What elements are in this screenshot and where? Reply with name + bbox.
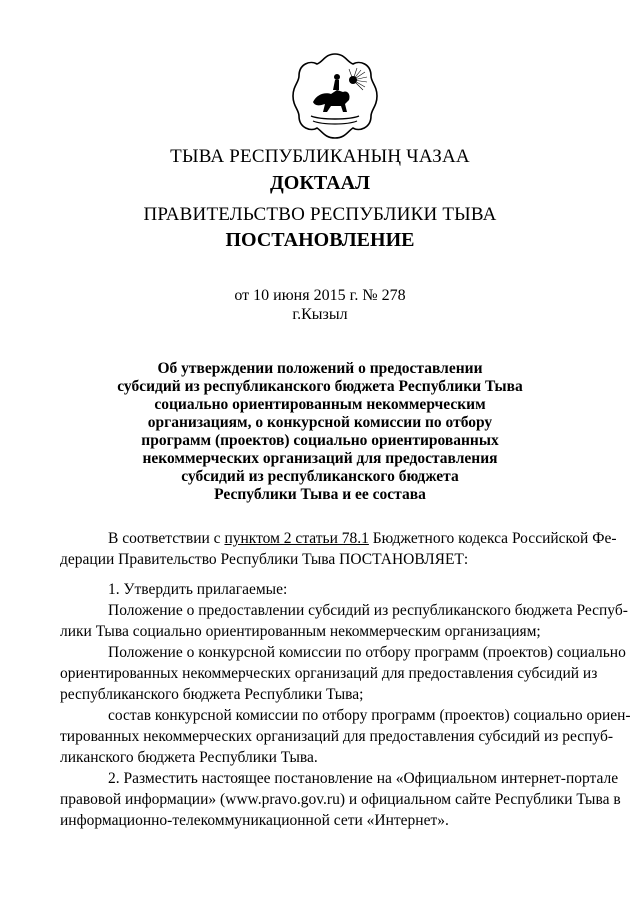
item-1-c-line-3: ликанского бюджета Республики Тыва. bbox=[60, 749, 318, 766]
title-line: Об утверждении положений о предоставлении bbox=[157, 360, 483, 377]
header-russian-government: ПРАВИТЕЛЬСТВО РЕСПУБЛИКИ ТЫВА bbox=[143, 204, 497, 225]
item-1-b-line-1: Положение о конкурсной комиссии по отбору программ (проектов) социально bbox=[108, 644, 626, 661]
item-2-line-2: правовой информации» (www.pravo.gov.ru) и официальном сайте Республики Тыва в bbox=[60, 791, 621, 808]
item-2-line-1: 2. Разместить настоящее постановление на «Официальном интернет-портале bbox=[108, 770, 619, 787]
item-1-c-line-2: тированных некоммерческих организаций для предоставления субсидий из респуб- bbox=[60, 728, 614, 745]
header-russian-resolution: ПОСТАНОВЛЕНИЕ bbox=[225, 229, 415, 251]
header-tuvan-government: ТЫВА РЕСПУБЛИКАНЫҢ ЧАЗАА bbox=[170, 146, 470, 167]
item-1-b-line-3: республиканского бюджета Республики Тыва; bbox=[60, 686, 364, 703]
header-tuvan-resolution: ДОКТААЛ bbox=[270, 172, 370, 194]
item-2-line-3: информационно-телекоммуникационной сети «Интернет». bbox=[60, 812, 449, 829]
item-1-heading: 1. Утвердить прилагаемые: bbox=[108, 581, 288, 598]
preamble-line-1: В соответствии с пунктом 2 статьи 78.1 Бюджетного кодекса Российской Фе- bbox=[108, 530, 617, 547]
title-line: социально ориентированным некоммерческим bbox=[154, 396, 486, 413]
title-line: некоммерческих организаций для предоставления bbox=[142, 450, 498, 467]
tuva-coat-of-arms-icon bbox=[287, 50, 383, 142]
item-1-a-line-1: Положение о предоставлении субсидий из республиканского бюджета Респуб- bbox=[108, 602, 628, 619]
title-line: программ (проектов) социально ориентированных bbox=[141, 432, 499, 449]
title-line: субсидий из республиканского бюджета bbox=[181, 468, 459, 485]
document-city: г.Кызыл bbox=[292, 306, 348, 323]
document-body bbox=[60, 528, 631, 831]
title-line: субсидий из республиканского бюджета Республики Тыва bbox=[117, 378, 523, 395]
preamble-line-2: дерации Правительство Республики Тыва ПОСТАНОВЛЯЕТ: bbox=[60, 551, 469, 568]
document-title bbox=[100, 360, 540, 504]
item-1-b-line-2: ориентированных некоммерческих организаций для предоставления субсидий из bbox=[60, 665, 598, 682]
item-1-a-line-2: лики Тыва социально ориентированным некоммерческим организациям; bbox=[60, 623, 541, 640]
title-line: организациям, о конкурсной комиссии по отбору bbox=[147, 414, 493, 431]
item-1-c-line-1: состав конкурсной комиссии по отбору программ (проектов) социально ориен- bbox=[108, 707, 631, 724]
title-line: Республики Тыва и ее состава bbox=[214, 486, 426, 503]
document-date-number: от 10 июня 2015 г. № 278 bbox=[234, 287, 406, 304]
legal-reference-link[interactable]: пунктом 2 статьи 78.1 bbox=[224, 530, 369, 547]
